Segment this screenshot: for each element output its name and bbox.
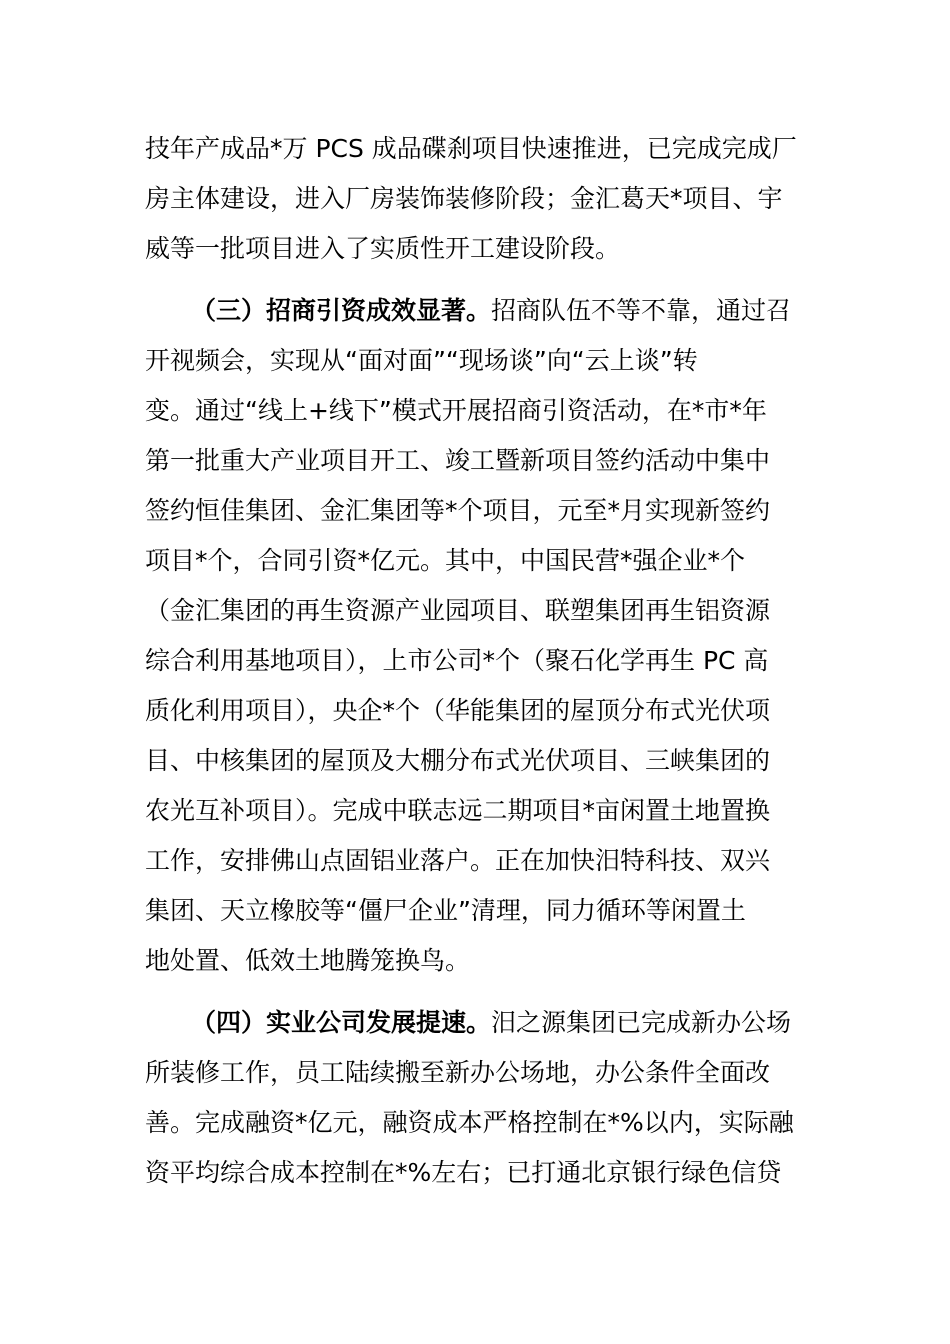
section-heading-3: （三）招商引资成效显著。 (191, 296, 492, 325)
paragraph-line: 威等一批项目进入了实质性开工建设阶段。 (145, 234, 621, 263)
paragraph-line: 签约恒佳集团、金汇集团等*个项目，元至*月实现新签约 (145, 496, 771, 525)
paragraph-line: 变。通过“线上+线下”模式开展招商引资活动，在*市*年 (145, 396, 767, 425)
paragraph-line: 集团、天立橡胶等“僵尸企业”清理，同力循环等闲置土 (145, 896, 746, 925)
paragraph-line: 开视频会，实现从“面对面”“现场谈”向“云上谈”转 (145, 346, 698, 375)
paragraph-line: 地处置、低效土地腾笼换鸟。 (145, 946, 471, 975)
paragraph-first-line (145, 286, 815, 336)
paragraph-line: 目、中核集团的屋顶及大棚分布式光伏项目、三峡集团的 (145, 746, 771, 775)
paragraph-industrial-company (145, 998, 815, 1198)
paragraph-investment-attraction (145, 286, 815, 986)
paragraph-line: 农光互补项目）。完成中联志远二期项目*亩闲置土地置换 (145, 796, 771, 825)
paragraph-line: 资平均综合成本控制在*%左右；已打通北京银行绿色信贷 (145, 1158, 782, 1187)
paragraph-line: 工作，安排佛山点固铝业落户。正在加快汨特科技、双兴 (145, 846, 771, 875)
paragraph-line: 善。完成融资*亿元，融资成本严格控制在*%以内，实际融 (145, 1108, 794, 1137)
paragraph-first-line (145, 998, 815, 1048)
paragraph-line: 项目*个，合同引资*亿元。其中，中国民营*强企业*个 (145, 546, 746, 575)
paragraph-line: 综合利用基地项目），上市公司*个（聚石化学再生 PC 高 (145, 646, 769, 675)
paragraph-spacer (145, 274, 815, 286)
paragraph-line: （金汇集团的再生资源产业园项目、联塑集团再生铝资源 (145, 596, 771, 625)
paragraph-text: 招商队伍不等不靠，通过召 (491, 296, 792, 325)
document-body (145, 124, 815, 1198)
paragraph-line: 技年产成品*万 PCS 成品碟刹项目快速推进，已完成完成厂 (145, 134, 797, 163)
paragraph-text: 汨之源集团已完成新办公场 (491, 1008, 792, 1037)
paragraph-spacer (145, 986, 815, 998)
paragraph-line: 质化利用项目），央企*个（华能集团的屋顶分布式光伏项 (145, 696, 771, 725)
paragraph-line: 所装修工作，员工陆续搬至新办公场地，办公条件全面改 (145, 1058, 771, 1087)
paragraph-project-progress (145, 124, 815, 274)
paragraph-line: 房主体建设，进入厂房装饰装修阶段；金汇葛天*项目、宇 (145, 184, 783, 213)
section-heading-4: （四）实业公司发展提速。 (191, 1008, 492, 1037)
paragraph-line: 第一批重大产业项目开工、竣工暨新项目签约活动中集中 (145, 446, 771, 475)
